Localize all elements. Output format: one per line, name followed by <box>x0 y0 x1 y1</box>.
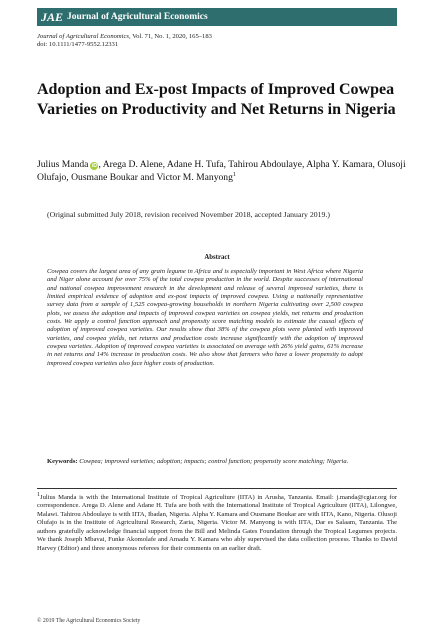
journal-header-bar <box>37 8 397 26</box>
journal-logo: JAE <box>41 9 64 24</box>
footnote-divider <box>37 488 397 489</box>
keywords-label: Keywords: <box>47 458 78 465</box>
citation-block <box>37 33 407 50</box>
footnote-marker: 1 <box>37 491 40 498</box>
citation-journal: Journal of Agricultural Economics <box>37 33 130 40</box>
author-footnote <box>37 491 398 553</box>
author-list <box>37 158 407 184</box>
citation-volume: , Vol. 71, No. 1, 2020, 165–183 <box>129 33 212 40</box>
author-first[interactable]: Julius Manda <box>37 159 89 170</box>
submission-dates: (Original submitted July 2018, revision received November 2018, accepted January 2019.) <box>47 210 330 219</box>
abstract-body: Cowpea covers the largest area of any grain legume in Africa and is especially important in West Africa where Nigeria and Niger alone account for over 75% of the total cowpea production in the world. Despite successes of international and national cowpea improvement research in the development and release of several improved varieties, there is limited empirical evidence of adoption and ex-post impacts of improved cowpea. Using a nationally representative survey data from a sample of 1,525 cowpea-growing households in northern Nigeria cultivating over 2,500 cowpea plots, we assess the adoption and impacts of improved cowpea varieties on cowpea yields, net returns and production costs. We apply a control function approach and propensity score matching models to estimate the causal effects of adoption of improved cowpea varieties. Our results show that 38% of the cowpea plots were planted with improved varieties, and cowpea yields, net returns and production costs increase significantly with the adoption of improved cowpea varieties. Adoption of improved cowpea varieties is associated on average with 26% yield gains, 61% increase in net returns and 14% increase in production costs. We also show that farmers who have a lower propensity to adopt improved cowpea varieties also face higher costs of production. <box>47 268 363 367</box>
journal-name: Journal of Agricultural Economics <box>67 12 208 22</box>
citation-line <box>37 33 407 41</box>
keywords <box>47 458 363 466</box>
author-others: , Arega D. Alene, Adane H. Tufa, Tahirou Abdoulaye, Alpha Y. Kamara, Olusoji Olufajo, Ousmane Boukar and Victor M. Manyong <box>37 159 406 183</box>
citation-doi[interactable]: doi: 10.1111/1477-9552.12331 <box>37 41 119 49</box>
copyright-notice: © 2019 The Agricultural Economics Society <box>37 618 141 624</box>
keywords-list: Cowpea; improved varieties; adoption; impacts; control function; propensity score matching; Nigeria. <box>79 458 349 465</box>
footnote-text: Julius Manda is with the International Institute of Tropical Agriculture (IITA) in Arusha, Tanzania. Email: j.manda@cgiar.org for correspondence. Arega D. Alene and Adane H. Tufa are both with the International Institute of Tropical Agriculture (IITA), Lilongwe, Malawi. Tahirou Abdoulaye is with IITA, Ibadan, Nigeria. Alpha Y. Kamara and Ousmane Boukar are with IITA, Kano, Nigeria. Olusoji Olufajo is in the Institute of Agricultural Research, Zaria, Nigeria. Victor M. Manyong is with IITA, Dar es Salaam, Tanzania. The authors gratefully acknowledge financial support from the Bill and Melinda Gates Foundation through the Tropical Legumes projects. We thank Joseph Mbavai, Funke Akomolafe and Amadu Y. Kamara who ably supervised the data collection process. Thanks to David Harvey (Editor) and three anonymous referees for their comments on an earlier draft. <box>37 494 398 552</box>
abstract-heading: Abstract <box>204 254 230 261</box>
article-title: Adoption and Ex-post Impacts of Improved Cowpea Varieties on Productivity and Net Returns in Nigeria <box>37 81 396 118</box>
author-footnote-marker[interactable]: 1 <box>232 171 236 178</box>
orcid-icon[interactable]: iD <box>91 163 97 169</box>
